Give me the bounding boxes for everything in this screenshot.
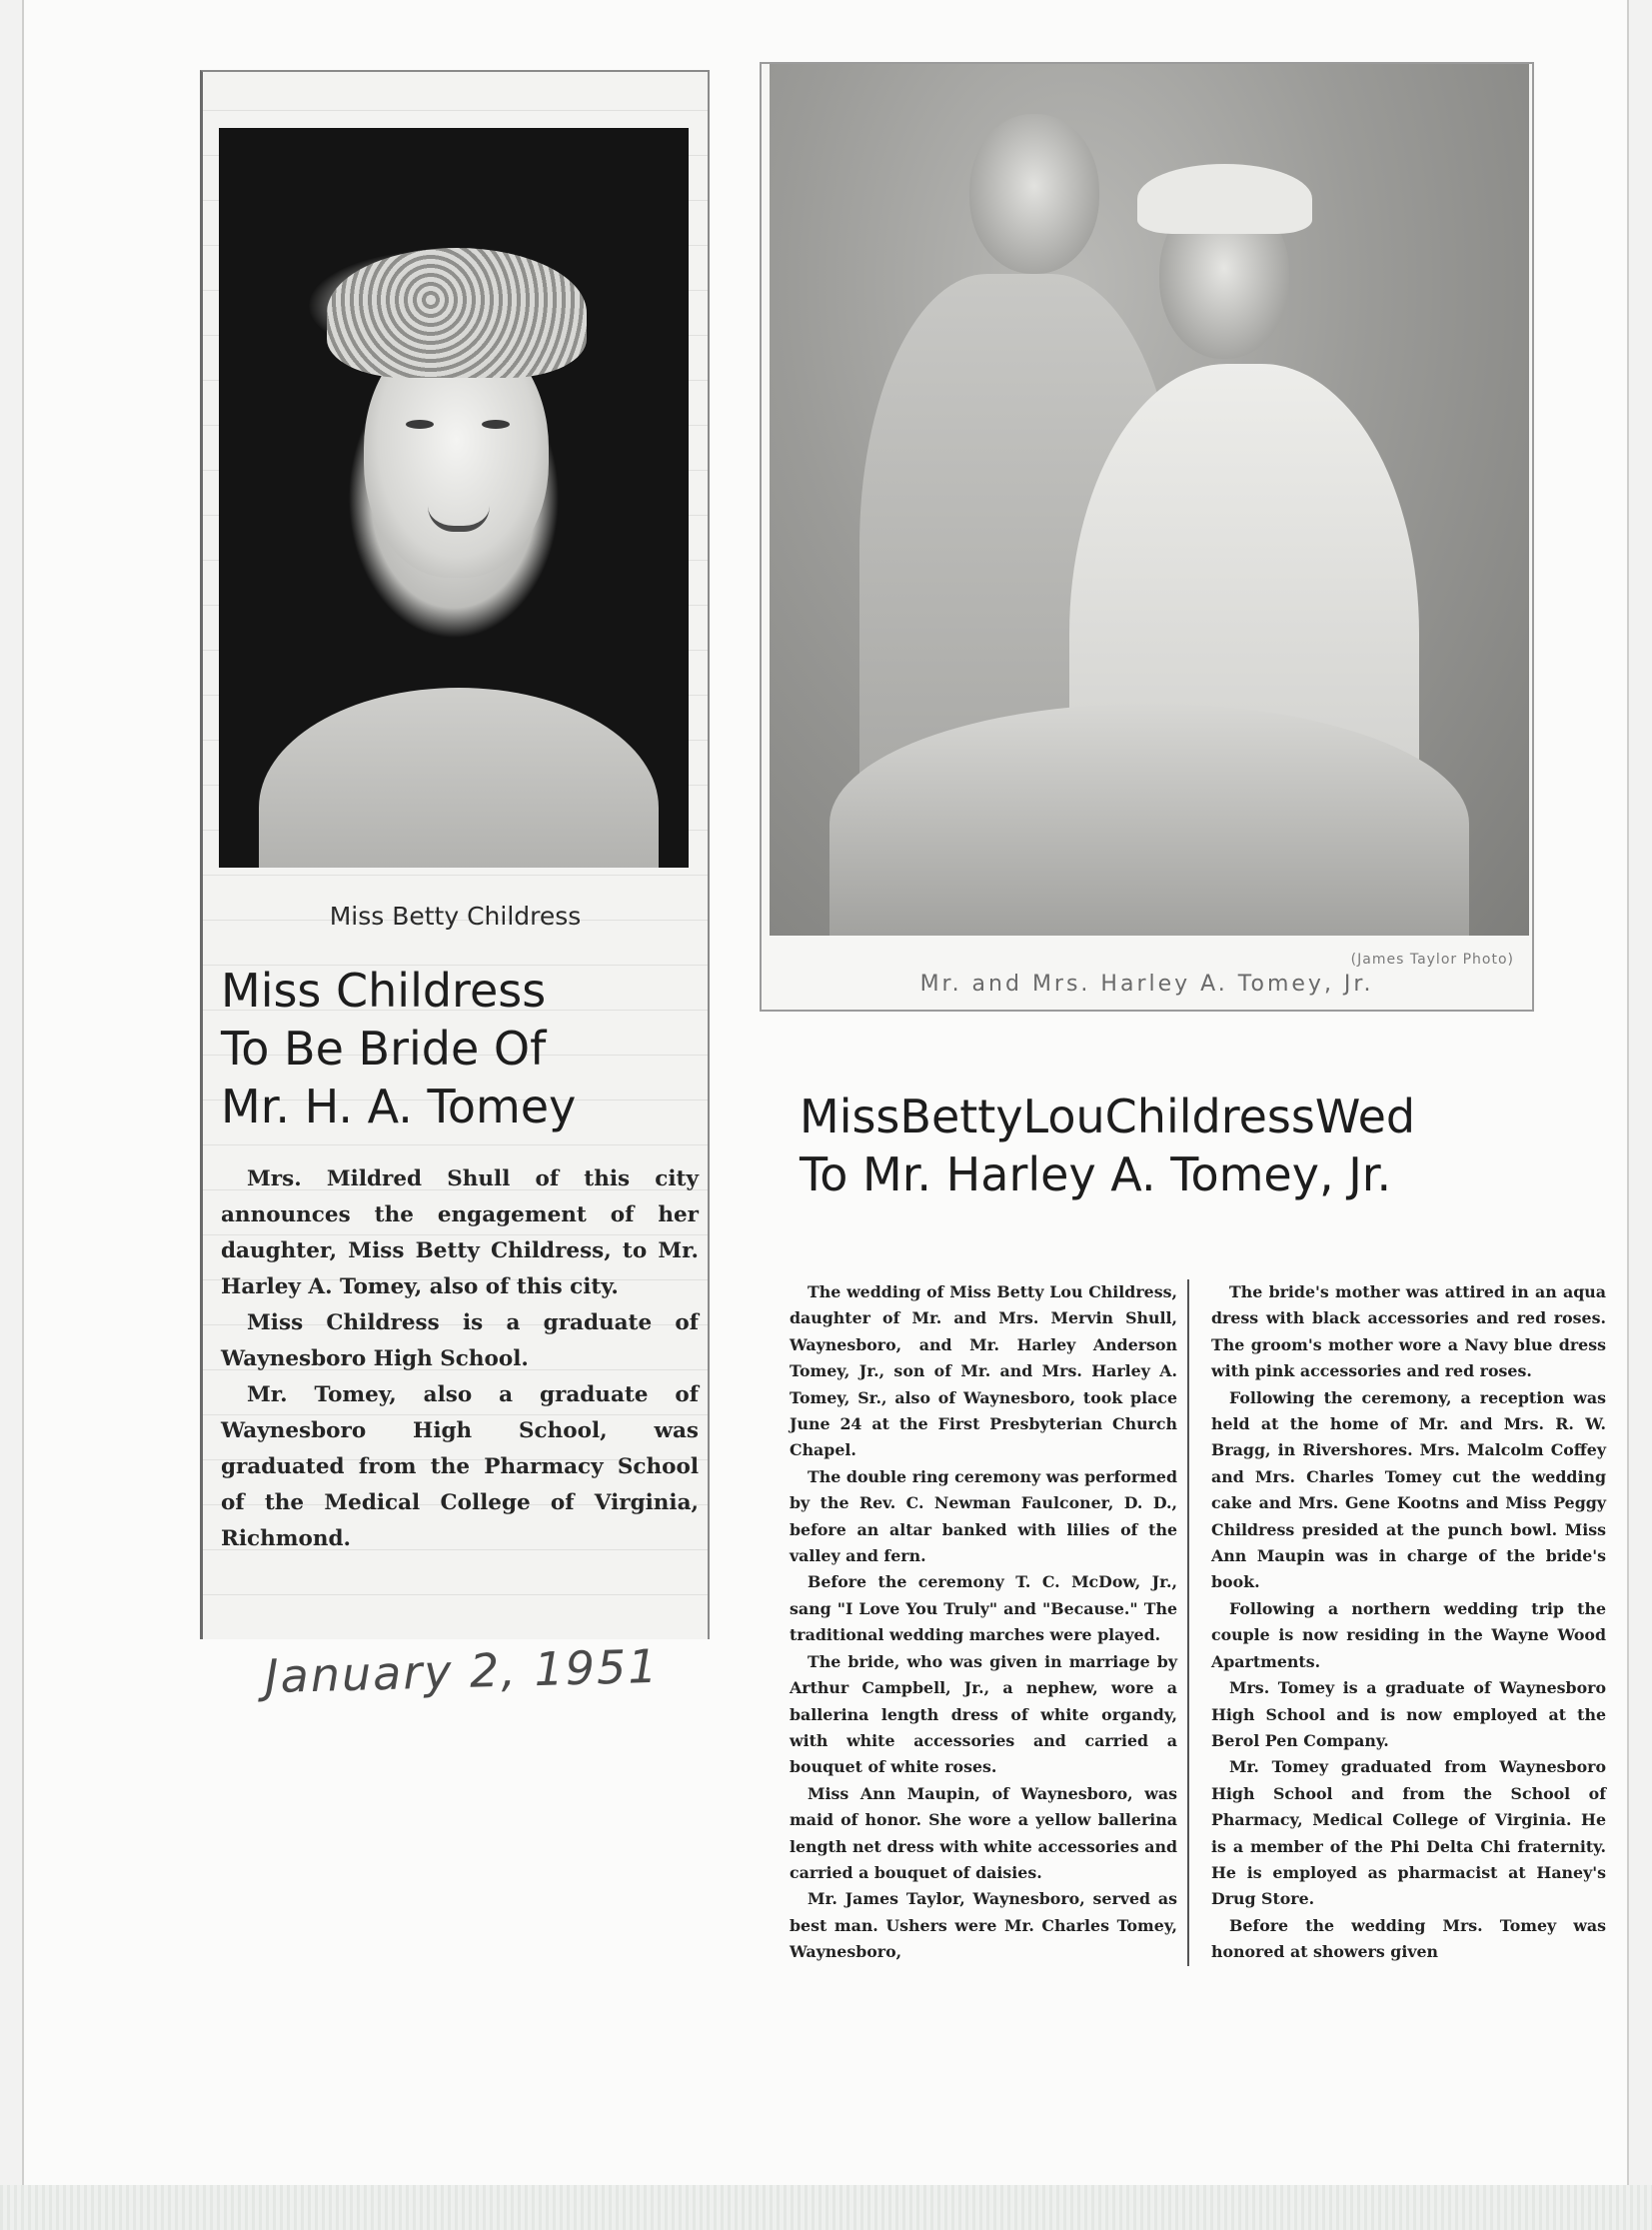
engagement-clipping bbox=[200, 70, 710, 1639]
headline-line: To Mr. Harley A. Tomey, Jr. bbox=[800, 1147, 1392, 1201]
portrait-shoulders bbox=[259, 688, 659, 868]
paragraph: Miss Ann Maupin, of Waynesboro, was maid of honor. She wore a yellow ballerina length net dress with white accessories and carried a bouquet of daisies. bbox=[790, 1783, 1177, 1882]
portrait-eye bbox=[482, 420, 510, 429]
portrait-eye bbox=[406, 420, 434, 429]
paragraph: Mr. James Taylor, Waynesboro, served as best man. Ushers were Mr. Charles Tomey, Waynesboro, bbox=[790, 1889, 1177, 1962]
headline-line: MissBettyLouChildressWed bbox=[800, 1090, 1416, 1143]
photo-caption: Mr. and Mrs. Harley A. Tomey, Jr. bbox=[919, 972, 1374, 997]
wedding-cake bbox=[829, 704, 1469, 936]
bride-portrait-photo bbox=[219, 128, 689, 868]
paragraph: Before the wedding Mrs. Tomey was honored at showers given bbox=[1211, 1915, 1606, 1962]
wedding-photo-clipping bbox=[760, 62, 1534, 1012]
article-column-2 bbox=[1211, 1279, 1606, 1966]
groom-head bbox=[969, 114, 1099, 274]
article-column-1 bbox=[790, 1279, 1189, 1966]
paragraph: The bride's mother was attired in an aqua dress with black accessories and red roses. The groom's mother wore a Navy blue dress with pink accessories and red roses. bbox=[1211, 1282, 1606, 1381]
wedding-headline bbox=[800, 1088, 1619, 1203]
paragraph: The double ring ceremony was performed by the Rev. C. Newman Faulconer, D. D., before an altar banked with lilies of the valley and fern. bbox=[790, 1466, 1177, 1566]
portrait-caption: Miss Betty Childress bbox=[329, 902, 582, 931]
paragraph: Following a northern wedding trip the couple is now residing in the Wayne Wood Apartments. bbox=[1211, 1598, 1606, 1671]
portrait-hat bbox=[327, 248, 587, 378]
paragraph: The bride, who was given in marriage by Arthur Campbell, Jr., a nephew, wore a ballerina length dress of white organdy, with white accessories and carried a bouquet of white roses. bbox=[790, 1651, 1177, 1777]
headline-line: To Be Bride Of bbox=[221, 1022, 547, 1076]
portrait-mouth bbox=[428, 506, 490, 532]
scanner-edge bbox=[0, 2185, 1652, 2230]
headline-line: Miss Childress bbox=[221, 964, 547, 1018]
photo-credit: (James Taylor Photo) bbox=[1350, 952, 1514, 968]
paragraph: Mr. Tomey graduated from Waynesboro High School and from the School of Pharmacy, Medical College of Virginia. He is a member of the Phi Delta Chi fraternity. He is employed as pharmacist at Haney's Drug Store. bbox=[1211, 1757, 1606, 1909]
handwritten-date: January 2, 1951 bbox=[264, 1638, 661, 1704]
bride-hat bbox=[1137, 164, 1312, 234]
paragraph: The wedding of Miss Betty Lou Childress, daughter of Mr. and Mrs. Mervin Shull, Waynesboro, and Mr. Harley Anderson Tomey, Jr., son of Mr. and Mrs. Harley A. Tomey, Sr., also of Waynesboro, took place June 24 at the First Presbyterian Church Chapel. bbox=[790, 1282, 1177, 1460]
engagement-body bbox=[221, 1161, 699, 1557]
paragraph: Mr. Tomey, also a graduate of Waynesboro High School, was graduated from the Pharmacy School of the Medical College of Virginia, Richmond. bbox=[221, 1382, 699, 1551]
paragraph: Mrs. Mildred Shull of this city announces the engagement of her daughter, Miss Betty Childress, to Mr. Harley A. Tomey, also of this city. bbox=[221, 1166, 699, 1299]
paragraph: Miss Childress is a graduate of Waynesboro High School. bbox=[221, 1310, 699, 1371]
paragraph: Following the ceremony, a reception was held at the home of Mr. and Mrs. R. W. Bragg, in Rivershores. Mrs. Malcolm Coffey and Mrs. Charles Tomey cut the wedding cake and Mrs. Gene Kootns and Miss Peggy Childress presided at the punch bowl. Miss Ann Maupin was in charge of the bride's book. bbox=[1211, 1387, 1606, 1592]
engagement-headline bbox=[221, 962, 701, 1135]
paragraph: Mrs. Tomey is a graduate of Waynesboro High School and is now employed at the Berol Pen Company. bbox=[1211, 1678, 1606, 1750]
wedding-couple-photo bbox=[770, 64, 1529, 936]
headline-line: Mr. H. A. Tomey bbox=[221, 1080, 577, 1133]
paragraph: Before the ceremony T. C. McDow, Jr., sang "I Love You Truly" and "Because." The traditional wedding marches were played. bbox=[790, 1572, 1177, 1645]
